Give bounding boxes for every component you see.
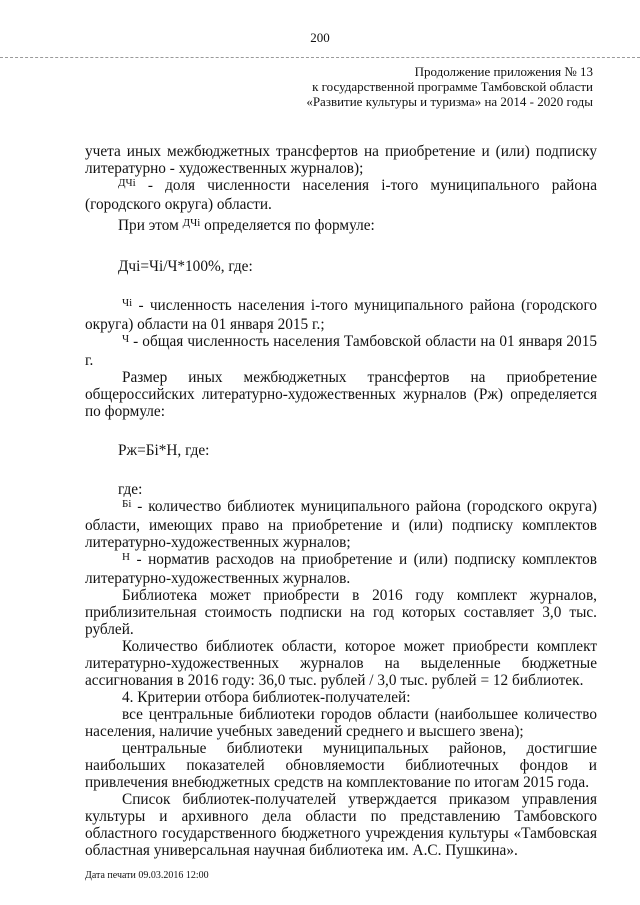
paragraph-population-share: $^{ДЧi}$ - доля численности населения i-того муниципального района (городского округа) области.	[85, 177, 597, 213]
symbol-bi: Бi	[122, 498, 132, 510]
paragraph-transfers-note: учета иных межбюджетных трансфертов на приобретение и (или) подписку литературно - художественных журналов);	[85, 143, 597, 177]
print-date: Дата печати 09.03.2016 12:00	[85, 870, 209, 881]
paragraph-transfer-size: Размер иных межбюджетных трансфертов на приобретение общероссийских литературно-художественных журналов (Рж) определяется по формуле:	[85, 369, 597, 420]
symbol-chi: Чi	[122, 297, 133, 309]
annex-line-3: «Развитие культуры и туризма» на 2014 - 2020 годы	[306, 94, 593, 109]
paragraph-formula-intro: При этом $^{ДЧi}$ определяется по формуле:	[118, 217, 375, 234]
symbol-dchi: ДЧi	[182, 217, 201, 229]
annex-line-1: Продолжение приложения № 13	[414, 64, 593, 79]
paragraph-recipient-list: Список библиотек-получателей утверждается приказом управления культуры и архивного дела области по представлению Тамбовского областного государственного бюджетного учреждения культуры «Тамбовская областная универсальная научная библиотека им. А.С. Пушкина».	[85, 791, 597, 859]
paragraph-criteria-heading: 4. Критерии отбора библиотек-получателей:	[122, 689, 411, 706]
symbol-ch: Ч	[122, 333, 130, 345]
annex-header	[306, 64, 593, 109]
paragraph-subscription-cost: Библиотека может приобрести в 2016 году комплект журналов, приблизительная стоимость подписки на год которых составляет 3,0 тыс. рублей.	[85, 587, 597, 638]
symbol-n: Н	[122, 551, 130, 563]
paragraph-population-total: $^Ч$ - общая численность населения Тамбовской области на 01 января 2015 г.	[85, 333, 597, 369]
header-divider	[0, 57, 640, 58]
paragraph-norm: $^Н$ - норматив расходов на приобретение и (или) подписку комплектов литературно-художественных журналов.	[85, 551, 597, 587]
paragraph-criteria-city: все центральные библиотеки городов области (наибольшее количество населения, наличие учебных заведений среднего и высшего звена);	[85, 706, 597, 740]
symbol-dchi: ДЧi	[118, 177, 136, 189]
paragraph-library-count: $^{Бi}$ - количество библиотек муниципального района (городского округа) области, имеющих право на приобретение и (или) подписку комплектов литературно-художественных журналов;	[85, 498, 597, 551]
paragraph-population-district: $^{Чi}$ - численность населения i-того муниципального района (городского округа) области на 01 января 2015 г.;	[85, 297, 597, 333]
page-number: 200	[310, 30, 330, 45]
paragraph-library-quantity: Количество библиотек области, которое может приобрести комплект литературно-художественных журналов на выделенные бюджетные ассигнования в 2016 году: 36,0 тыс. рублей / 3,0 тыс. рублей = 12 библиотек.	[85, 638, 597, 689]
document-body	[85, 143, 597, 859]
paragraph-criteria-district: центральные библиотеки муниципальных районов, достигшие наибольших показателей обновляемости библиотечных фондов и привлечения внебюджетных средств на комплектование по итогам 2015 года.	[85, 740, 597, 791]
formula-journals: Рж=Бi*Н, где:	[118, 442, 210, 459]
annex-line-2: к государственной программе Тамбовской области	[312, 79, 593, 94]
formula-population-share: Дчi=Чi/Ч*100%, где:	[118, 258, 253, 275]
where-label: где:	[118, 481, 143, 498]
